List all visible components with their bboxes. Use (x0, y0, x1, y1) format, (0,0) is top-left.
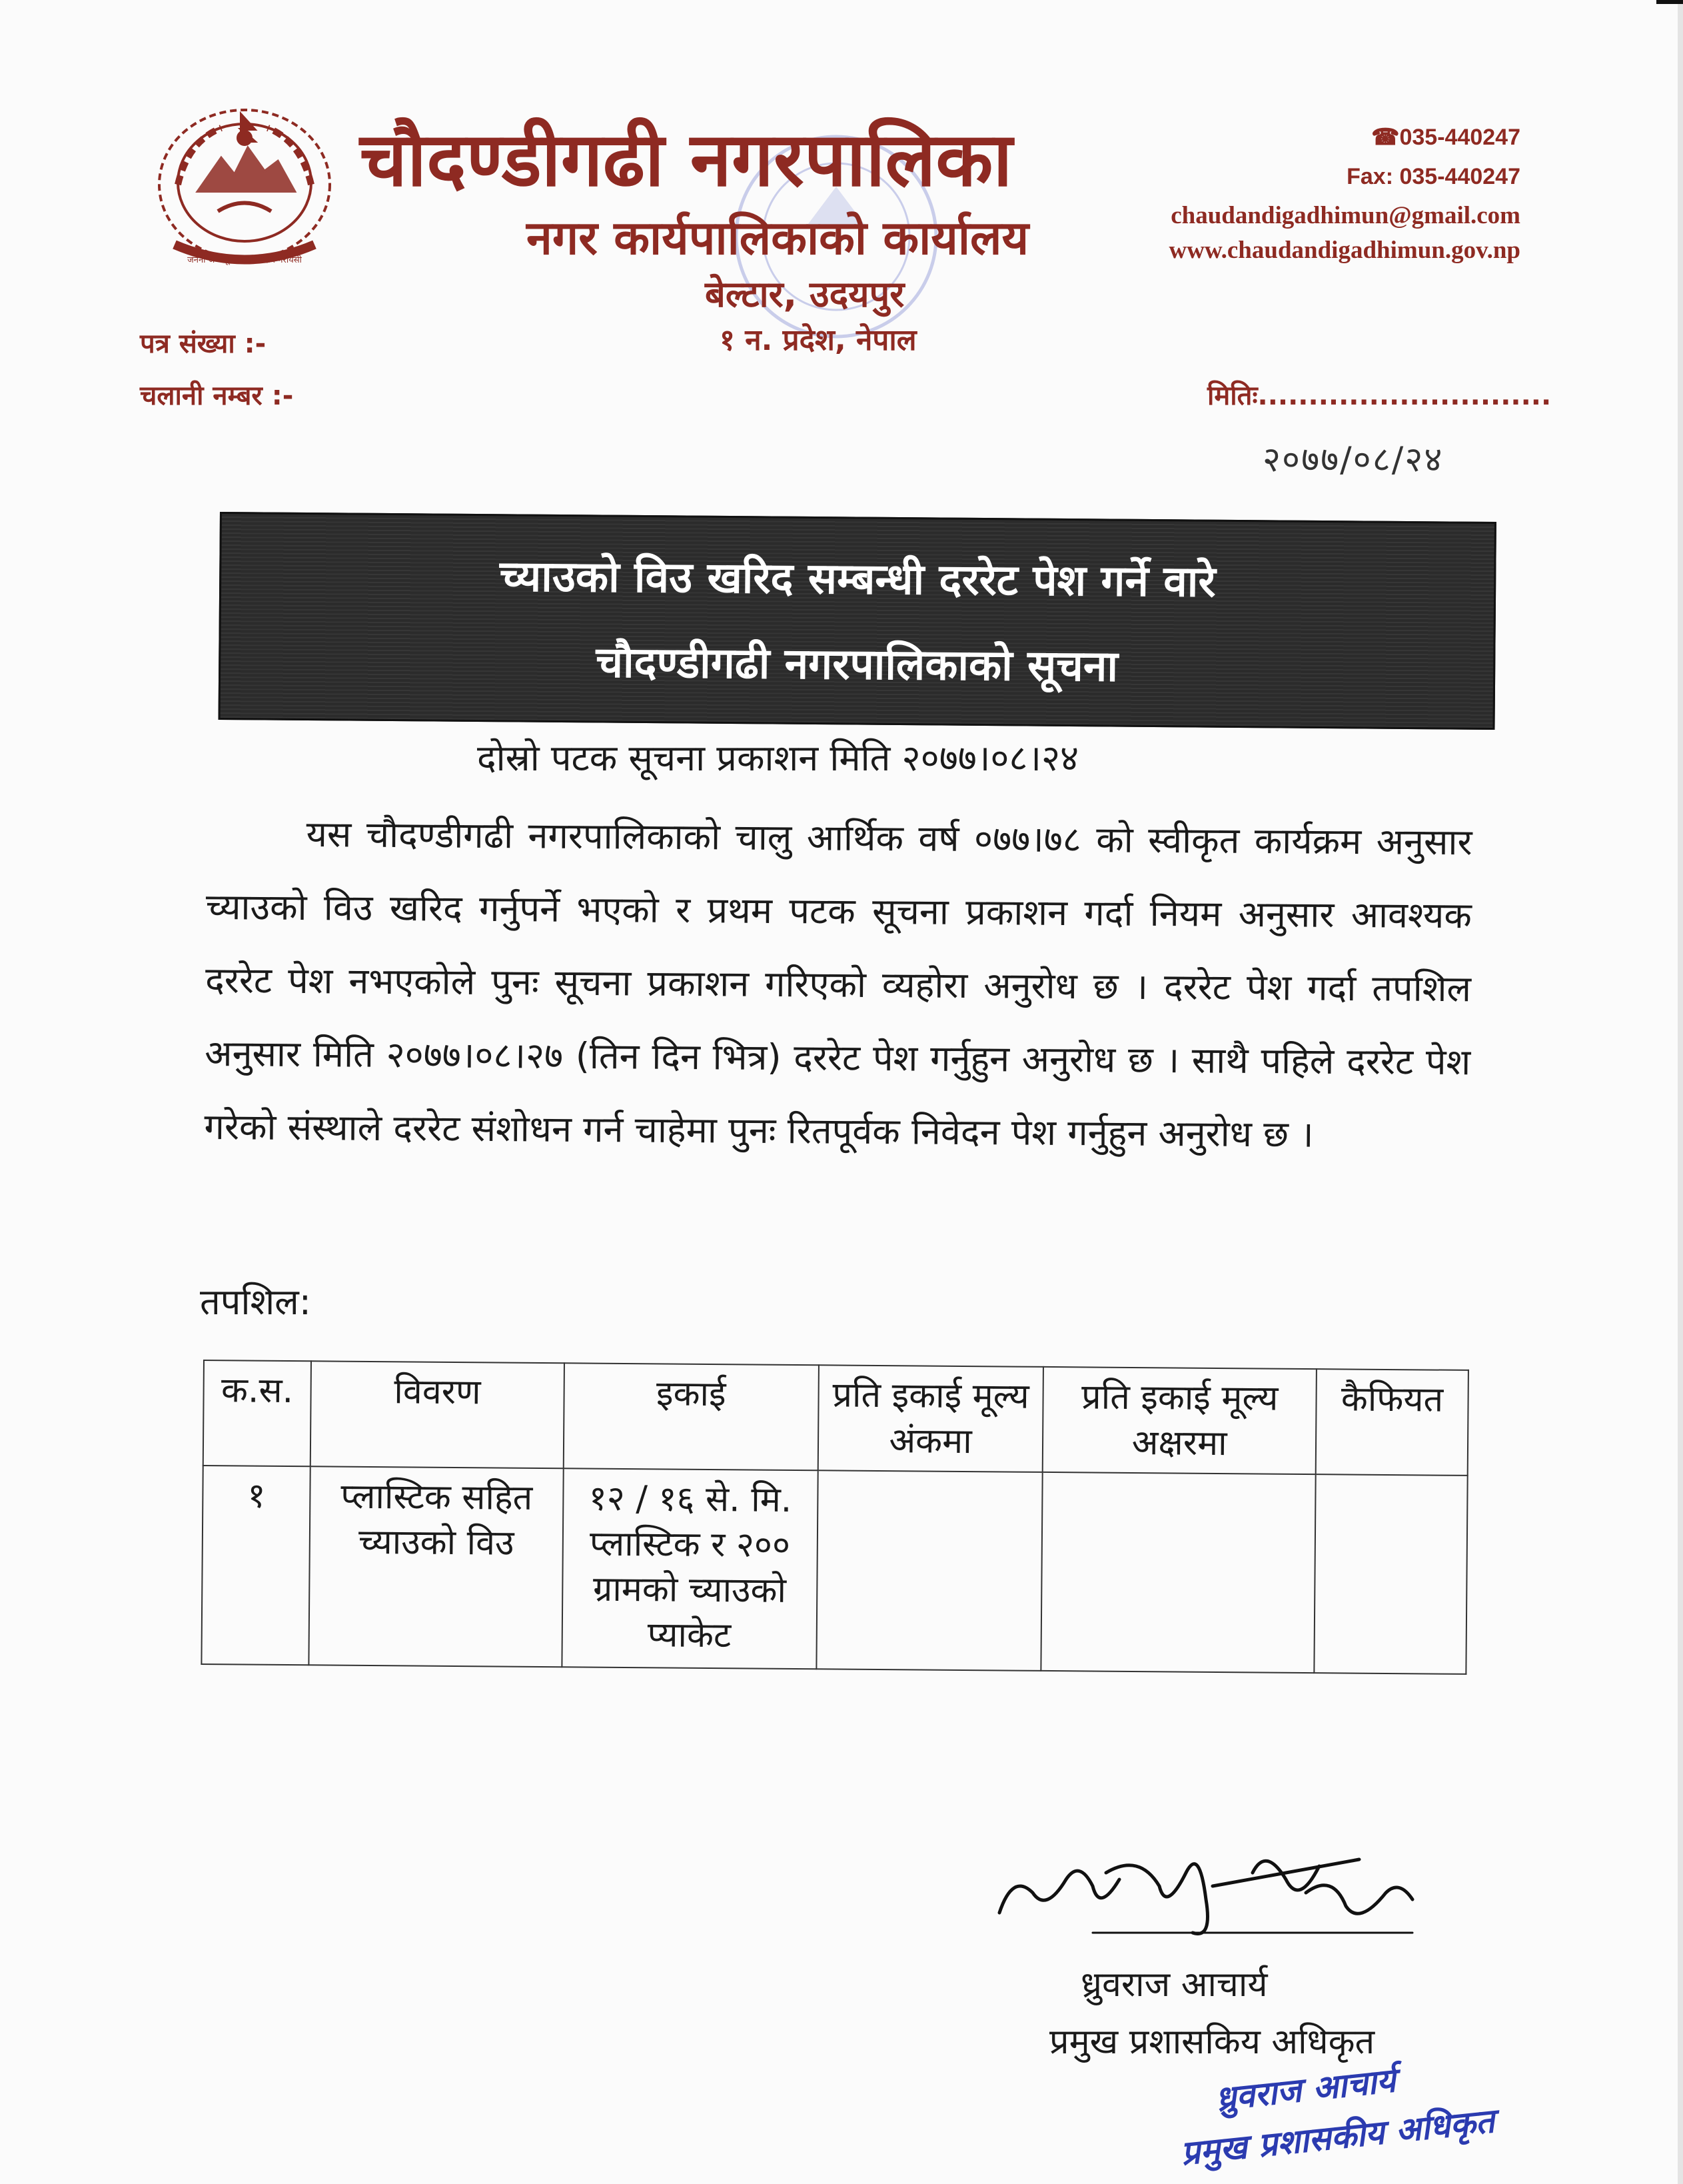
banner-title: चौदण्डीगढी नगरपालिकाको सूचना (596, 638, 1119, 692)
contact-fax: Fax: 035-440247 (1347, 164, 1520, 189)
scan-edge (1678, 0, 1683, 2184)
handwritten-date: २०७७/०८/२४ (1263, 440, 1444, 480)
office-name: नगर कार्यपालिकाको कार्यालय (526, 210, 1029, 265)
address-line-1: बेल्टार, उदयपुर (705, 273, 905, 315)
table-header-row (203, 1360, 1468, 1476)
cell-unit: १२ / १६ से. मि. प्लास्टिक र २०० ग्रामको च्याउको प्याकेट (562, 1468, 818, 1669)
contact-email: chaudandigadhimun@gmail.com (1171, 202, 1520, 229)
notice-body: यस चौदण्डीगढी नगरपालिकाको चालु आर्थिक वर्ष ०७७।७८ को स्वीकृत कार्यक्रम अनुसार च्याउको विउ खरिद गर्नुपर्ने भएको र प्रथम पटक सूचना प्रकाशन गर्दा नियम अनुसार आवश्यक दररेट पेश नभएकोले पुनः सूचना प्रकाशन गरिएको व्यहोरा अनुरोध छ । दररेट पेश गर्दा तपशिल अनुसार मिति २०७७।०८।२७ (तिन दिन भित्र) दररेट पेश गर्नुहुन अनुरोध छ । साथै पहिले दररेट पेश गरेको संस्थाले दररेट संशोधन गर्न चाहेमा पुनः रितपूर्वक निवेदन पेश गर्नुहुन अनुरोध छ । (204, 813, 1472, 1156)
municipality-name: चौदण्डीगढी नगरपालिका (360, 116, 1013, 203)
header-unit: इकाई (564, 1363, 819, 1470)
cell-serial: १ (201, 1466, 310, 1665)
signatory-title: प्रमुख प्रशासकिय अधिकृत (1049, 2022, 1375, 2062)
dispatch-number-label: चलानी नम्बर :- (140, 381, 294, 411)
government-emblem-logo (148, 101, 341, 276)
cell-description: प्लास्टिक सहित च्याउको विउ (308, 1466, 563, 1667)
handwritten-signature (986, 1833, 1426, 1966)
cell-price-words (1041, 1472, 1316, 1673)
date-label: मितिः............................. (1207, 381, 1552, 411)
second-publication-date: दोस्रो पटक सूचना प्रकाशन मिति २०७७।०८।२४ (477, 737, 1079, 779)
details-label: तपशिल: (200, 1281, 311, 1323)
cell-price-figures (816, 1470, 1043, 1671)
cell-remarks (1314, 1474, 1467, 1674)
header-remarks: कैफियत (1316, 1369, 1468, 1476)
header-serial: क.स. (203, 1360, 311, 1466)
scan-corner-mark (1656, 0, 1683, 4)
letter-number-label: पत्र संख्या :- (140, 329, 267, 359)
banner-subject: च्याउको विउ खरिद सम्बन्धी दररेट पेश गर्ने वारे (499, 552, 1216, 607)
logo-motto: जननी जन्मभूमिश्च स्वर्गादपि गरीयसी (187, 255, 302, 265)
signatory-name: ध्रुवराज आचार्य (1081, 1965, 1268, 2005)
notice-banner (219, 512, 1496, 730)
header-price-words: प्रति इकाई मूल्य अक्षरमा (1043, 1367, 1317, 1474)
header-description: विवरण (310, 1361, 564, 1468)
table-row (201, 1466, 1467, 1674)
stamp-title: प्रमुख प्रशासकीय अधिकृत (1179, 2101, 1496, 2173)
address-line-2: १ न. प्रदेश, नेपाल (720, 323, 917, 357)
stamp-name: ध्रुवराज आचार्य (1213, 2061, 1398, 2119)
contact-website: www.chaudandigadhimun.gov.np (1169, 237, 1520, 264)
header-price-figures: प्रति इकाई मूल्य अंकमा (818, 1365, 1043, 1472)
contact-phone: ☎035-440247 (1371, 125, 1520, 150)
details-table (201, 1360, 1469, 1675)
